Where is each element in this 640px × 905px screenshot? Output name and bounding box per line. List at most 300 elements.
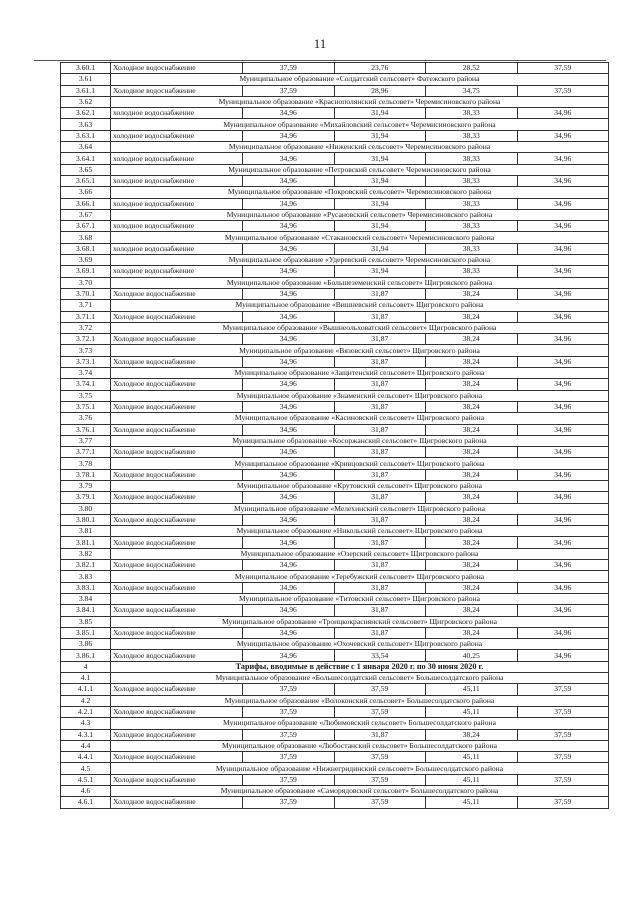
tariff-value: 37,59 [517, 729, 609, 740]
tariff-value: 34,96 [243, 447, 335, 458]
row-number: 4.6 [61, 786, 111, 797]
tariff-value: 34,96 [243, 514, 335, 525]
tariff-value: 37,59 [334, 752, 426, 763]
tariff-value: 34,96 [243, 311, 335, 322]
tariff-value: 34,96 [517, 243, 609, 254]
service-name: Холодное водоснабжение [111, 379, 243, 390]
tariff-value: 38,24 [426, 560, 518, 571]
row-number: 4 [61, 661, 111, 672]
tariff-value: 34,96 [517, 266, 609, 277]
municipality-row [61, 232, 609, 243]
municipality-row [61, 740, 609, 751]
row-number: 3.77 [61, 435, 111, 446]
tariff-table [60, 62, 609, 809]
row-number: 3.78.1 [61, 469, 111, 480]
row-number: 3.60.1 [61, 63, 111, 74]
tariff-value: 34,96 [517, 401, 609, 412]
tariff-value: 38,24 [426, 627, 518, 638]
tariff-row [61, 85, 609, 96]
row-number: 4.5 [61, 763, 111, 774]
row-number: 4.3 [61, 718, 111, 729]
tariff-value: 31,87 [334, 379, 426, 390]
tariff-value: 37,59 [517, 706, 609, 717]
tariff-value: 38,24 [426, 424, 518, 435]
row-number: 3.76.1 [61, 424, 111, 435]
service-name: Холодное водоснабжение [111, 627, 243, 638]
municipality-row [61, 142, 609, 153]
tariff-value: 38,33 [426, 198, 518, 209]
tariff-value: 31,87 [334, 582, 426, 593]
tariff-row [61, 752, 609, 763]
tariff-row [61, 605, 609, 616]
municipality-row [61, 763, 609, 774]
tariff-value: 34,96 [243, 356, 335, 367]
municipality-row [61, 435, 609, 446]
service-name: Холодное водоснабжение [111, 684, 243, 695]
tariff-value: 34,96 [243, 153, 335, 164]
tariff-value: 34,96 [243, 582, 335, 593]
tariff-value: 31,87 [334, 627, 426, 638]
row-number: 3.83 [61, 571, 111, 582]
row-number: 3.80 [61, 503, 111, 514]
tariff-value: 34,96 [243, 424, 335, 435]
row-number: 3.84.1 [61, 605, 111, 616]
tariff-value: 31,94 [334, 175, 426, 186]
municipality-row [61, 345, 609, 356]
municipality-name: Муниципальное образование «Стакановский сельсовет» Черемисиновского района [111, 232, 609, 243]
tariff-value: 34,96 [243, 198, 335, 209]
tariff-value: 45,11 [426, 797, 518, 808]
tariff-row [61, 334, 609, 345]
row-number: 3.62 [61, 96, 111, 107]
municipality-row [61, 786, 609, 797]
tariff-value: 34,96 [517, 334, 609, 345]
tariff-value: 34,96 [243, 492, 335, 503]
row-number: 3.64.1 [61, 153, 111, 164]
municipality-name: Муниципальное образование «Крутовский сельсовет» Щигровского района [111, 480, 609, 491]
municipality-row [61, 300, 609, 311]
row-number: 4.1.1 [61, 684, 111, 695]
tariff-value: 37,59 [243, 729, 335, 740]
tariff-value: 37,59 [243, 684, 335, 695]
tariff-value: 37,59 [517, 85, 609, 96]
tariff-value: 31,87 [334, 469, 426, 480]
tariff-value: 38,24 [426, 729, 518, 740]
tariff-value: 34,96 [517, 605, 609, 616]
municipality-row [61, 413, 609, 424]
tariff-value: 38,24 [426, 605, 518, 616]
row-number: 3.64 [61, 142, 111, 153]
tariff-value: 37,59 [243, 706, 335, 717]
row-number: 3.68.1 [61, 243, 111, 254]
tariff-value: 31,94 [334, 243, 426, 254]
tariff-value: 37,59 [517, 774, 609, 785]
tariff-value: 45,11 [426, 774, 518, 785]
row-number: 3.75 [61, 390, 111, 401]
tariff-value: 34,96 [517, 130, 609, 141]
row-number: 3.71.1 [61, 311, 111, 322]
service-name: холодное водоснабжение [111, 153, 243, 164]
row-number: 3.79 [61, 480, 111, 491]
row-number: 3.73 [61, 345, 111, 356]
tariff-value: 38,33 [426, 266, 518, 277]
service-name: холодное водоснабжение [111, 108, 243, 119]
tariff-value: 31,87 [334, 537, 426, 548]
tariff-value: 38,24 [426, 469, 518, 480]
row-number: 3.77.1 [61, 447, 111, 458]
section-title: Тарифы, вводимые в действие с 1 января 2020 г. по 30 июня 2020 г. [111, 661, 609, 672]
row-number: 3.72.1 [61, 334, 111, 345]
tariff-value: 37,59 [243, 63, 335, 74]
municipality-name: Муниципальное образование «Озерский сельсовет» Щигровского района [111, 548, 609, 559]
tariff-value: 23,76 [334, 63, 426, 74]
service-name: Холодное водоснабжение [111, 311, 243, 322]
tariff-row [61, 356, 609, 367]
tariff-value: 38,24 [426, 447, 518, 458]
tariff-value: 31,87 [334, 401, 426, 412]
municipality-name: Муниципальное образование «Солдатский сельсовет» Фатежского района [111, 74, 609, 85]
row-number: 3.76 [61, 413, 111, 424]
service-name: холодное водоснабжение [111, 198, 243, 209]
tariff-value: 34,96 [243, 175, 335, 186]
row-number: 3.84 [61, 593, 111, 604]
municipality-name: Муниципальное образование «Большесолдатский сельсовет» Большесолдатского района [111, 673, 609, 684]
tariff-value: 34,96 [517, 650, 609, 661]
municipality-name: Муниципальное образование «Петровский сельсовет» Черемисиновского района [111, 164, 609, 175]
row-number: 3.72 [61, 322, 111, 333]
service-name: Холодное водоснабжение [111, 605, 243, 616]
municipality-row [61, 593, 609, 604]
tariff-value: 38,24 [426, 537, 518, 548]
tariff-row [61, 153, 609, 164]
row-number: 4.3.1 [61, 729, 111, 740]
header-rule [34, 60, 606, 61]
row-number: 3.61 [61, 74, 111, 85]
tariff-row [61, 447, 609, 458]
tariff-value: 37,59 [243, 752, 335, 763]
tariff-value: 31,94 [334, 153, 426, 164]
municipality-row [61, 639, 609, 650]
municipality-name: Муниципальное образование «Михайловский сельсовет» Черемисиновского района [111, 119, 609, 130]
tariff-value: 34,96 [243, 469, 335, 480]
row-number: 4.2.1 [61, 706, 111, 717]
tariff-value: 31,87 [334, 447, 426, 458]
service-name: холодное водоснабжение [111, 221, 243, 232]
municipality-row [61, 616, 609, 627]
tariff-value: 34,96 [517, 447, 609, 458]
row-number: 3.82.1 [61, 560, 111, 571]
tariff-value: 34,96 [517, 514, 609, 525]
municipality-row [61, 480, 609, 491]
row-number: 3.63 [61, 119, 111, 130]
tariff-value: 34,75 [426, 85, 518, 96]
tariff-value: 38,24 [426, 311, 518, 322]
tariff-row [61, 650, 609, 661]
service-name: Холодное водоснабжение [111, 85, 243, 96]
service-name: холодное водоснабжение [111, 175, 243, 186]
tariff-value: 38,33 [426, 153, 518, 164]
row-number: 3.82 [61, 548, 111, 559]
tariff-value: 40,25 [426, 650, 518, 661]
tariff-value: 34,96 [517, 424, 609, 435]
municipality-row [61, 718, 609, 729]
municipality-name: Муниципальное образование «Удеревский сельсовет» Черемисиновского района [111, 255, 609, 266]
municipality-name: Муниципальное образование «Теребужский сельсовет» Щигровского района [111, 571, 609, 582]
tariff-value: 34,96 [517, 560, 609, 571]
service-name: Холодное водоснабжение [111, 650, 243, 661]
row-number: 3.74.1 [61, 379, 111, 390]
tariff-value: 38,33 [426, 130, 518, 141]
service-name: Холодное водоснабжение [111, 560, 243, 571]
tariff-row [61, 175, 609, 186]
tariff-value: 34,96 [517, 537, 609, 548]
municipality-name: Муниципальное образование «Любостанский сельсовет» Большесолдатского района [111, 740, 609, 751]
tariff-value: 38,24 [426, 401, 518, 412]
row-number: 3.85 [61, 616, 111, 627]
municipality-name: Муниципальное образование «Мелехинский сельсовет» Щигровского района [111, 503, 609, 514]
tariff-row [61, 774, 609, 785]
tariff-value: 37,59 [334, 774, 426, 785]
tariff-value: 31,94 [334, 108, 426, 119]
tariff-row [61, 582, 609, 593]
tariff-value: 34,96 [517, 582, 609, 593]
tariff-value: 34,96 [517, 288, 609, 299]
tariff-value: 34,96 [243, 605, 335, 616]
tariff-value: 31,87 [334, 311, 426, 322]
tariff-value: 45,11 [426, 706, 518, 717]
row-number: 3.78 [61, 458, 111, 469]
tariff-value: 34,96 [517, 356, 609, 367]
service-name: Холодное водоснабжение [111, 447, 243, 458]
service-name: Холодное водоснабжение [111, 492, 243, 503]
municipality-name: Муниципальное образование «Краснополянский сельсовет» Черемисиновского района [111, 96, 609, 107]
service-name: Холодное водоснабжение [111, 797, 243, 808]
tariff-value: 38,24 [426, 514, 518, 525]
tariff-value: 34,96 [517, 198, 609, 209]
tariff-value: 28,96 [334, 85, 426, 96]
tariff-row [61, 379, 609, 390]
municipality-name: Муниципальное образование «Большеземенский сельсовет» Щигровского района [111, 277, 609, 288]
tariff-value: 38,24 [426, 356, 518, 367]
tariff-row [61, 63, 609, 74]
tariff-value: 34,96 [243, 130, 335, 141]
tariff-value: 34,96 [243, 379, 335, 390]
tariff-value: 28,52 [426, 63, 518, 74]
tariff-value: 31,94 [334, 130, 426, 141]
row-number: 3.62.1 [61, 108, 111, 119]
tariff-row [61, 514, 609, 525]
municipality-name: Муниципальное образование «Любимовский сельсовет» Большесолдатского района [111, 718, 609, 729]
row-number: 3.71 [61, 300, 111, 311]
municipality-name: Муниципальное образование «Русановский сельсовет» Черемисиновского района [111, 209, 609, 220]
tariff-value: 31,94 [334, 198, 426, 209]
row-number: 3.74 [61, 368, 111, 379]
tariff-value: 34,96 [517, 311, 609, 322]
tariff-value: 31,87 [334, 492, 426, 503]
tariff-row [61, 492, 609, 503]
tariff-row [61, 401, 609, 412]
tariff-value: 38,24 [426, 334, 518, 345]
service-name: Холодное водоснабжение [111, 334, 243, 345]
municipality-name: Муниципальное образование «Вышнеольховатский сельсовет» Щигровского района [111, 322, 609, 333]
municipality-row [61, 526, 609, 537]
tariff-row [61, 311, 609, 322]
municipality-name: Муниципальное образование «Троицкокраснянский сельсовет» Щигровского района [111, 616, 609, 627]
tariff-value: 37,59 [334, 684, 426, 695]
row-number: 3.65.1 [61, 175, 111, 186]
municipality-row [61, 96, 609, 107]
tariff-row [61, 729, 609, 740]
row-number: 3.79.1 [61, 492, 111, 503]
tariff-value: 37,59 [517, 684, 609, 695]
service-name: Холодное водоснабжение [111, 582, 243, 593]
tariff-value: 38,33 [426, 221, 518, 232]
service-name: Холодное водоснабжение [111, 63, 243, 74]
row-number: 4.5.1 [61, 774, 111, 785]
tariff-value: 34,96 [517, 108, 609, 119]
municipality-name: Муниципальное образование «Саморядовский сельсовет» Большесолдатского района [111, 786, 609, 797]
row-number: 3.73.1 [61, 356, 111, 367]
municipality-row [61, 277, 609, 288]
tariff-row [61, 130, 609, 141]
municipality-name: Муниципальное образование «Вязовский сельсовет» Щигровского района [111, 345, 609, 356]
service-name: холодное водоснабжение [111, 243, 243, 254]
row-number: 3.70 [61, 277, 111, 288]
tariff-row [61, 797, 609, 808]
row-number: 3.66 [61, 187, 111, 198]
tariff-value: 34,96 [243, 401, 335, 412]
section-header-row [61, 661, 609, 672]
tariff-value: 45,11 [426, 684, 518, 695]
service-name: Холодное водоснабжение [111, 729, 243, 740]
municipality-name: Муниципальное образование «Нижнегридинский сельсовет» Большесолдатского района [111, 763, 609, 774]
tariff-value: 31,94 [334, 221, 426, 232]
row-number: 4.2 [61, 695, 111, 706]
tariff-value: 37,59 [334, 797, 426, 808]
tariff-value: 34,96 [517, 175, 609, 186]
row-number: 3.63.1 [61, 130, 111, 141]
municipality-row [61, 187, 609, 198]
tariff-value: 38,33 [426, 175, 518, 186]
tariff-row [61, 108, 609, 119]
municipality-row [61, 209, 609, 220]
tariff-value: 34,96 [517, 469, 609, 480]
municipality-name: Муниципальное образование «Никольский сельсовет» Щигровского района [111, 526, 609, 537]
municipality-row [61, 673, 609, 684]
tariff-row [61, 198, 609, 209]
tariff-row [61, 706, 609, 717]
tariff-value: 31,94 [334, 266, 426, 277]
tariff-value: 38,24 [426, 288, 518, 299]
row-number: 3.66.1 [61, 198, 111, 209]
service-name: Холодное водоснабжение [111, 774, 243, 785]
municipality-name: Муниципальное образование «Вишневский сельсовет» Щигровского района [111, 300, 609, 311]
service-name: Холодное водоснабжение [111, 288, 243, 299]
tariff-value: 37,59 [517, 63, 609, 74]
row-number: 3.86 [61, 639, 111, 650]
service-name: холодное водоснабжение [111, 130, 243, 141]
tariff-row [61, 560, 609, 571]
service-name: Холодное водоснабжение [111, 752, 243, 763]
row-number: 3.81 [61, 526, 111, 537]
service-name: Холодное водоснабжение [111, 706, 243, 717]
municipality-row [61, 368, 609, 379]
tariff-row [61, 266, 609, 277]
tariff-value: 31,87 [334, 729, 426, 740]
row-number: 4.4 [61, 740, 111, 751]
municipality-name: Муниципальное образование «Охочевский сельсовет» Щигровского района [111, 639, 609, 650]
municipality-name: Муниципальное образование «Знаменский сельсовет» Щигровского района [111, 390, 609, 401]
tariff-value: 38,33 [426, 243, 518, 254]
tariff-value: 37,59 [243, 797, 335, 808]
municipality-name: Муниципальное образование «Покровский сельсовет» Черемисиновского района [111, 187, 609, 198]
municipality-name: Муниципальное образование «Касиновский сельсовет» Щигровского района [111, 413, 609, 424]
tariff-value: 34,96 [243, 266, 335, 277]
tariff-value: 31,87 [334, 605, 426, 616]
service-name: Холодное водоснабжение [111, 514, 243, 525]
tariff-value: 31,87 [334, 356, 426, 367]
row-number: 3.83.1 [61, 582, 111, 593]
municipality-row [61, 164, 609, 175]
tariff-value: 31,87 [334, 424, 426, 435]
tariff-value: 38,24 [426, 582, 518, 593]
row-number: 4.4.1 [61, 752, 111, 763]
row-number: 3.67.1 [61, 221, 111, 232]
service-name: Холодное водоснабжение [111, 356, 243, 367]
tariff-value: 34,96 [517, 379, 609, 390]
municipality-name: Муниципальное образование «Волоконский сельсовет» Большесолдатского района [111, 695, 609, 706]
tariff-value: 45,11 [426, 752, 518, 763]
tariff-value: 37,59 [243, 85, 335, 96]
row-number: 3.69 [61, 255, 111, 266]
page-number: 11 [313, 36, 327, 51]
municipality-row [61, 503, 609, 514]
tariff-value: 34,96 [243, 627, 335, 638]
municipality-row [61, 695, 609, 706]
service-name: Холодное водоснабжение [111, 537, 243, 548]
tariff-value: 37,59 [517, 752, 609, 763]
row-number: 3.75.1 [61, 401, 111, 412]
tariff-table-body [61, 63, 609, 809]
tariff-value: 38,33 [426, 108, 518, 119]
tariff-value: 34,96 [243, 243, 335, 254]
tariff-value: 31,87 [334, 288, 426, 299]
municipality-name: Муниципальное образование «Ниженский сельсовет» Черемисиновского района [111, 142, 609, 153]
tariff-value: 31,87 [334, 560, 426, 571]
row-number: 3.68 [61, 232, 111, 243]
service-name: Холодное водоснабжение [111, 469, 243, 480]
municipality-name: Муниципальное образование «Кривцовский сельсовет» Щигровского района [111, 458, 609, 469]
tariff-value: 34,96 [517, 221, 609, 232]
municipality-name: Муниципальное образование «Титовский сельсовет» Щигровского района [111, 593, 609, 604]
tariff-value: 34,96 [517, 153, 609, 164]
row-number: 3.67 [61, 209, 111, 220]
tariff-value: 34,96 [243, 560, 335, 571]
tariff-row [61, 469, 609, 480]
row-number: 3.81.1 [61, 537, 111, 548]
tariff-value: 34,96 [243, 108, 335, 119]
municipality-row [61, 458, 609, 469]
row-number: 4.6.1 [61, 797, 111, 808]
row-number: 3.85.1 [61, 627, 111, 638]
service-name: холодное водоснабжение [111, 266, 243, 277]
tariff-row [61, 424, 609, 435]
municipality-row [61, 390, 609, 401]
municipality-row [61, 255, 609, 266]
municipality-name: Муниципальное образование «Защитенский сельсовет» Щигровского района [111, 368, 609, 379]
tariff-value: 31,87 [334, 334, 426, 345]
tariff-row [61, 684, 609, 695]
